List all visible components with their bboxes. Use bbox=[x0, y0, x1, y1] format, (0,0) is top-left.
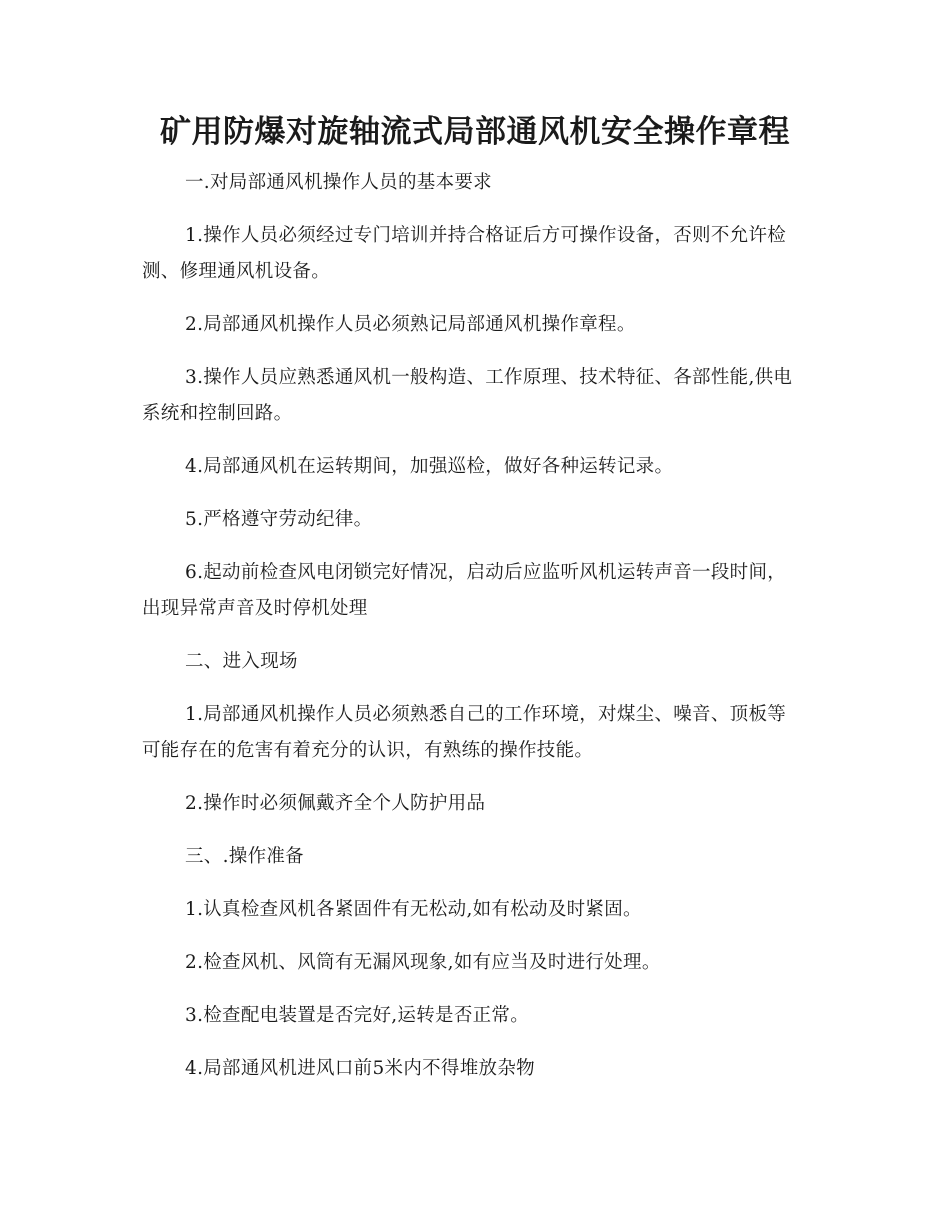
section-heading-2: 二、进入现场 bbox=[185, 651, 298, 672]
document-body bbox=[142, 165, 797, 1104]
section-heading-3: 三、.操作准备 bbox=[185, 846, 304, 867]
paragraph: 4.局部通风机在运转期间，加强巡检，做好各种运转记录。 bbox=[185, 456, 674, 477]
paragraph: 3.操作人员应熟悉通风机一般构造、工作原理、技术特征、各部性能,供电系统和控制回路。 bbox=[142, 367, 793, 424]
paragraph: 5.严格遵守劳动纪律。 bbox=[185, 509, 373, 530]
paragraph: 6.起动前检查风电闭锁完好情况，启动后应监听风机运转声音一段时间，出现异常声音及时停机处理 bbox=[142, 562, 787, 619]
section-heading-1: 一.对局部通风机操作人员的基本要求 bbox=[185, 172, 492, 193]
paragraph: 4.局部通风机进风口前5米内不得堆放杂物 bbox=[185, 1058, 535, 1079]
paragraph: 2.局部通风机操作人员必须熟记局部通风机操作章程。 bbox=[185, 314, 636, 335]
document-title: 矿用防爆对旋轴流式局部通风机安全操作章程 bbox=[160, 114, 790, 150]
paragraph: 2.检查风机、风筒有无漏风现象,如有应当及时进行处理。 bbox=[185, 952, 661, 973]
paragraph: 3.检查配电装置是否完好,运转是否正常。 bbox=[185, 1005, 530, 1026]
paragraph: 2.操作时必须佩戴齐全个人防护用品 bbox=[185, 793, 486, 814]
paragraph: 1.认真检查风机各紧固件有无松动,如有松动及时紧固。 bbox=[185, 899, 642, 920]
paragraph: 1.操作人员必须经过专门培训并持合格证后方可操作设备，否则不允许检测、修理通风机设备。 bbox=[142, 225, 787, 282]
paragraph: 1.局部通风机操作人员必须熟悉自己的工作环境，对煤尘、噪音、顶板等可能存在的危害有着充分的认识，有熟练的操作技能。 bbox=[142, 704, 787, 761]
